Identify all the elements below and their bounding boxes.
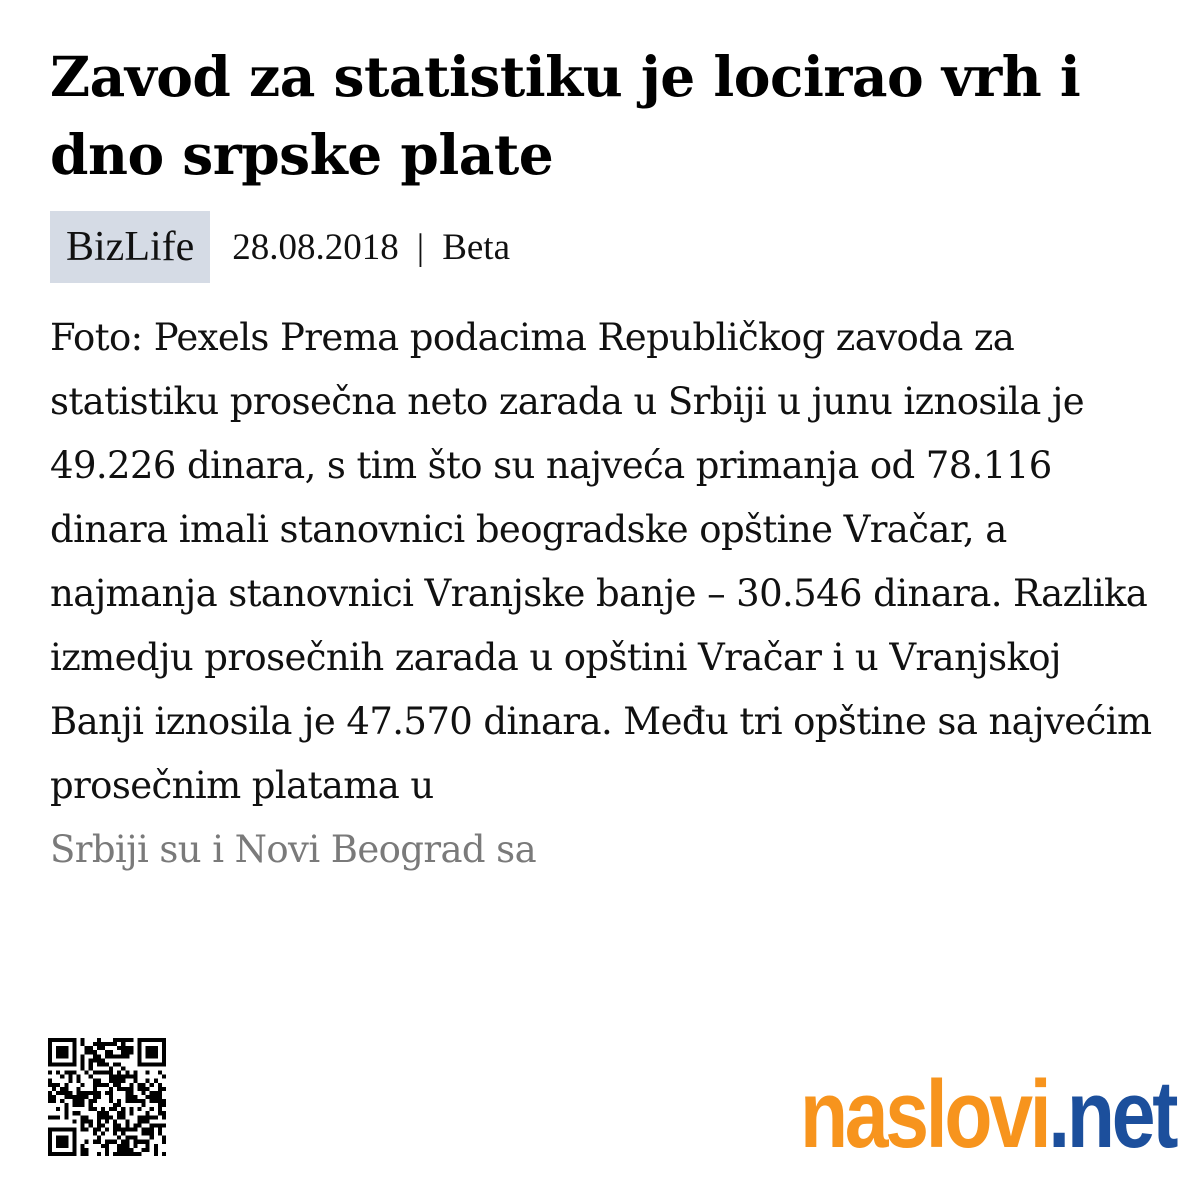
meta-line [232, 226, 510, 269]
article-body-text: Foto: Pexels Prema podacima Republičkog zavoda za statistiku prosečna neto zarada u Srbiji u junu iznosila je 49.226 dinara, s tim što su najveća primanja od 78.116 dinara imali stanovnici beogradske opštine Vračar, a najmanja stanovnici Vranjske banje – 30.546 dinara. Razlika izmedju prosečnih zarada u opštini Vračar i u Vranjskoj Banji iznosila je 47.570 dinara. Među tri opštine sa najvećim prosečnim platama u [50, 316, 1152, 807]
source-tag[interactable]: BizLife [50, 211, 210, 283]
qr-code-icon[interactable] [48, 1038, 166, 1156]
logo-text-naslovi: naslovi [800, 1061, 1049, 1168]
meta-separator: | [416, 227, 425, 268]
article-body [50, 306, 1160, 882]
article-title: Zavod za statistiku je locirao vrh i dno srpske plate [50, 44, 1081, 187]
article-body-faded: Srbiji su i Novi Beograd sa [50, 828, 537, 871]
naslovi-logo[interactable] [800, 1060, 1175, 1170]
logo-text-net: .net [1048, 1061, 1176, 1168]
article-meta [50, 211, 510, 283]
publish-date: 28.08.2018 [232, 227, 399, 268]
agency-name: Beta [442, 227, 511, 268]
